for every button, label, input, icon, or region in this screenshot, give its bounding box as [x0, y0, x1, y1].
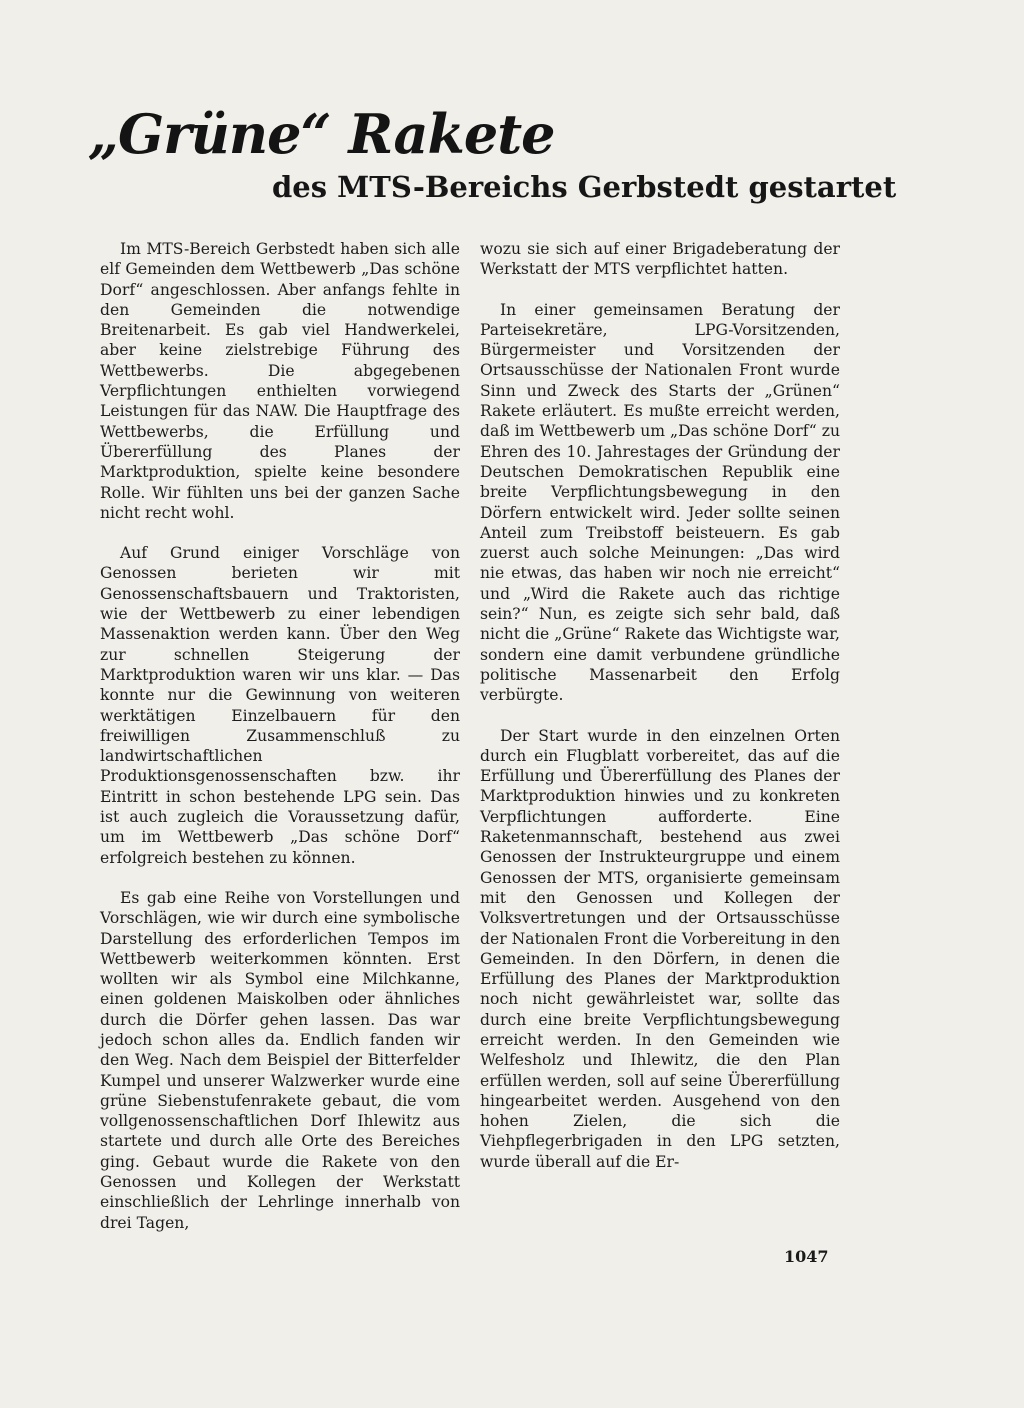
left-column [100, 239, 460, 1253]
paragraph: wozu sie sich auf einer Brigadeberatung der Werkstatt der MTS verpflichtet hatten. [480, 240, 840, 279]
paragraph: Der Start wurde in den einzelnen Orten durch ein Flugblatt vorbereitet, das auf die Erfüllung und Übererfüllung des Planes der Marktproduktion hinwies und zu konkreten Verpflichtungen aufforderte. Eine Raketenmannschaft, bestehend aus zwei Genossen der Instrukteurgruppe und einem Genossen der MTS, organisierte gemeinsam mit den Genossen und Kollegen der Volksvertretungen und der Ortsausschüsse der Nationalen Front die Vorbereitung in den Gemeinden. In den Dörfern, in denen die Erfüllung des Planes der Marktproduktion noch nicht gewährleistet war, sollte das durch eine breite Verpflichtungsbewegung erreicht werden. In den Gemeinden wie Welfesholz und Ihlewitz, die den Plan erfüllen werden, soll auf seine Übererfüllung hingearbeitet werden. Ausgehend von den hohen Zielen, die sich die Viehpflegerbrigaden in den LPG setzten, wurde überall auf die Er- [480, 726, 840, 1171]
right-column [480, 239, 840, 1192]
paragraph: Auf Grund einiger Vorschläge von Genossen berieten wir mit Genossenschaftsbauern und Traktoristen, wie der Wettbewerb zu einer lebendigen Massenaktion werden kann. Über den Weg zur schnellen Steigerung der Marktproduktion waren wir uns klar. — Das konnte nur die Gewinnung von weiteren werktätigen Einzelbauern für den freiwilligen Zusammenschluß zu landwirtschaftlichen Produktionsgenossenschaften bzw. ihr Eintritt in schon bestehende LPG sein. Das ist auch zugleich die Voraussetzung dafür, um im Wettbewerb „Das schöne Dorf“ erfolgreich bestehen zu können. [100, 544, 460, 867]
article-title: „Grüne“ Rakete [88, 102, 555, 166]
paragraph: In einer gemeinsamen Beratung der Parteisekretäre, LPG-Vorsitzenden, Bürgermeister und Vorsitzenden der Ortsausschüsse der Nationalen Front wurde Sinn und Zweck des Starts der „Grünen“ Rakete erläutert. Es mußte erreicht werden, daß im Wettbewerb um „Das schöne Dorf“ zu Ehren des 10. Jahrestages der Gründung der Deutschen Demokratischen Republik eine breite Verpflichtungsbewegung in den Dörfern entwickelt wird. Jeder sollte seinen Anteil zum Treibstoff beisteuern. Es gab zuerst auch solche Meinungen: „Das wird nie etwas, das haben wir noch nie erreicht“ und „Wird die Rakete auch das richtige sein?“ Nun, es zeigte sich sehr bald, daß nicht die „Grüne“ Rakete das Wichtigste war, sondern eine damit verbundene gründliche politische Massenarbeit den Erfolg verbürgte. [480, 300, 840, 705]
paragraph: Es gab eine Reihe von Vorstellungen und Vorschlägen, wie wir durch eine symbolische Darstellung des erforderlichen Tempos im Wettbewerb weiterkommen könnten. Erst wollten wir als Symbol eine Milchkanne, einen goldenen Maiskolben oder ähnliches durch die Dörfer gehen lassen. Das war jedoch schon alles da. Endlich fanden wir den Weg. Nach dem Beispiel der Bitterfelder Kumpel und unserer Walzwerker wurde eine grüne Siebenstufenrakete gebaut, die vom vollgenossenschaftlichen Dorf Ihlewitz aus startete und durch alle Orte des Bereiches ging. Gebaut wurde die Rakete von den Genossen und Kollegen der Werkstatt einschließlich der Lehrlinge innerhalb von drei Tagen, [100, 888, 460, 1232]
paragraph: Im MTS-Bereich Gerbstedt haben sich alle elf Gemeinden dem Wettbewerb „Das schöne Dorf“ angeschlossen. Aber anfangs fehlte in den Gemeinden die notwendige Breitenarbeit. Es gab viel Handwerkelei, aber keine zielstrebige Führung des Wettbewerbs. Die abgegebenen Verpflichtungen enthielten vorwiegend Leistungen für das NAW. Die Hauptfrage des Wettbewerbs, die Erfüllung und Übererfüllung des Planes der Marktproduktion, spielte keine besondere Rolle. Wir fühlten uns bei der ganzen Sache nicht recht wohl. [100, 240, 460, 522]
page-number: 1047 [784, 1247, 829, 1266]
article-subtitle: des MTS-Bereichs Gerbstedt gestartet [272, 170, 897, 204]
